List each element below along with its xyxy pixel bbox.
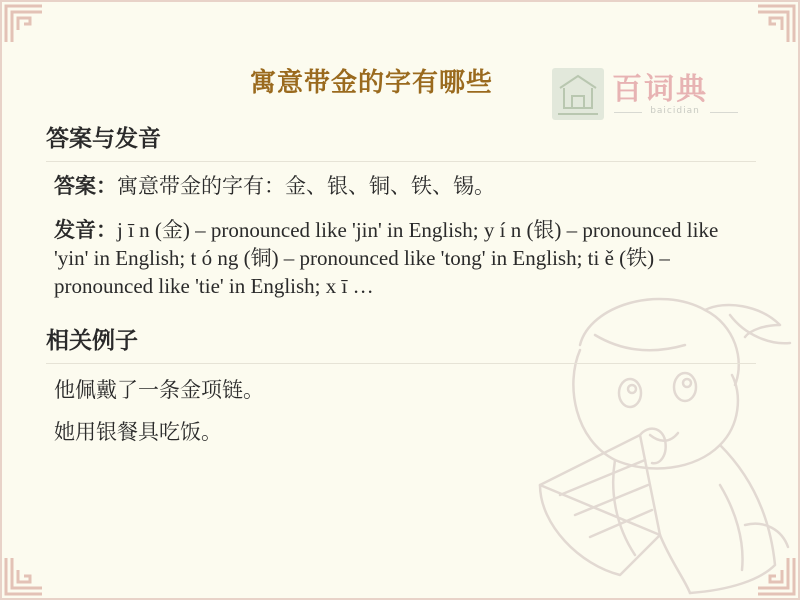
page-title: 寓意带金的字有哪些: [250, 68, 494, 98]
logo-rule: [710, 112, 738, 113]
answer-row: [54, 172, 754, 200]
corner-ornament-icon: [2, 554, 46, 598]
site-logo-subtext: baicidian: [650, 106, 700, 116]
pronunciation-row: [54, 216, 754, 300]
section-divider: [46, 161, 756, 162]
answer-label: 答案：: [54, 174, 117, 198]
corner-ornament-icon: [2, 2, 46, 46]
pronunciation-label: 发音：: [54, 218, 117, 242]
corner-ornament-icon: [754, 2, 798, 46]
site-logo-text[interactable]: 百词典: [612, 72, 708, 107]
pronunciation-text: j ī n (金) – pronounced like 'jin' in English; y í n (银) – pronounced like 'yin' in English; t ó ng (铜) – pronounced like 'tong' in English; ti ě (铁) – pronounced like 'tie' in English; x ī …: [54, 218, 719, 298]
boy-with-fan-illustration: [520, 275, 800, 600]
answer-text: 寓意带金的字有：金、银、铜、铁、锡。: [117, 174, 495, 198]
section-heading-examples: 相关例子: [46, 328, 138, 354]
section-heading-answer: 答案与发音: [46, 126, 161, 152]
example-sentence: 他佩戴了一条金项链。: [54, 378, 264, 402]
section-divider: [46, 363, 756, 364]
example-sentence: 她用银餐具吃饭。: [54, 420, 222, 444]
